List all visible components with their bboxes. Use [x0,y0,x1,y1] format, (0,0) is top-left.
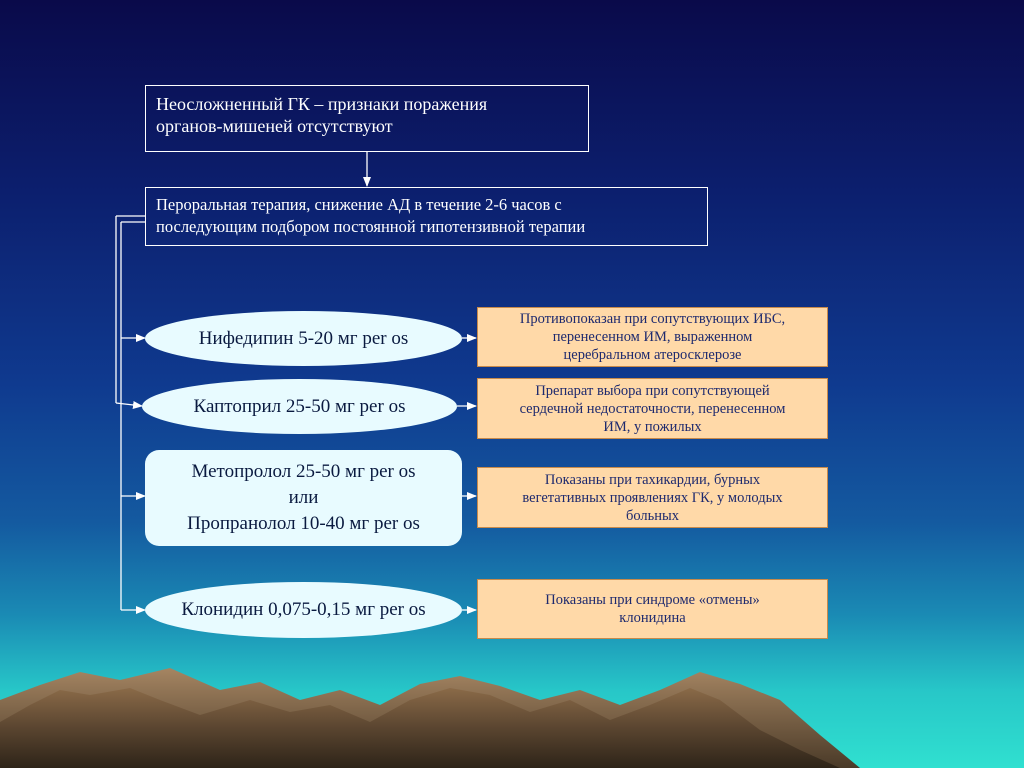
note-nifedipine-line3: церебральном атеросклерозе [563,347,742,363]
drug-beta-blockers [145,450,462,546]
uncomplicated-crisis-box [145,85,589,152]
drug-metoprolol-label: Метопролол 25-50 мг per os [191,461,416,482]
drug-or-label: или [288,487,319,508]
oral-therapy-box [145,187,708,246]
note-beta-blockers-line1: Показаны при тахикардии, бурных [544,471,761,488]
oral-therapy-line1: Пероральная терапия, снижение АД в течение 2-6 часов с [156,195,562,214]
oral-therapy-line2: последующим подбором постоянной гипотензивной терапии [156,217,586,236]
note-nifedipine-line2: перенесенном ИМ, выраженном [552,329,753,345]
note-captopril-line3: ИМ, у пожилых [603,418,702,435]
drug-clonidine-label: Клонидин 0,075-0,15 мг per os [181,599,426,620]
drug-captopril [142,379,457,434]
drug-captopril-label: Каптоприл 25-50 мг per os [193,395,406,417]
note-captopril-line2: сердечной недостаточности, перенесенном [519,400,786,417]
uncomplicated-crisis-line1: Неосложненный ГК – признаки поражения [156,94,488,114]
arrow-to-captopril [116,403,142,406]
note-captopril-line1: Препарат выбора при сопутствующей [535,382,770,399]
note-nifedipine-line1: Противопоказан при сопутствующих ИБС, [519,311,786,327]
note-beta-blockers [477,467,828,528]
note-clonidine [477,579,828,639]
note-nifedipine [477,307,828,367]
note-beta-blockers-line3: больных [625,507,680,524]
drug-propranolol-label: Пропранолол 10-40 мг per os [187,513,420,534]
drug-nifedipine-label: Нифедипин 5-20 мг per os [198,327,409,349]
note-captopril [477,378,828,439]
note-beta-blockers-line2: вегетативных проявлениях ГК, у молодых [522,489,783,506]
note-clonidine-line1: Показаны при синдроме «отмены» [545,592,760,608]
note-clonidine-line2: клонидина [619,610,686,626]
drug-clonidine [145,582,462,638]
uncomplicated-crisis-line2: органов-мишеней отсутствуют [156,116,393,136]
drug-nifedipine [145,311,462,366]
